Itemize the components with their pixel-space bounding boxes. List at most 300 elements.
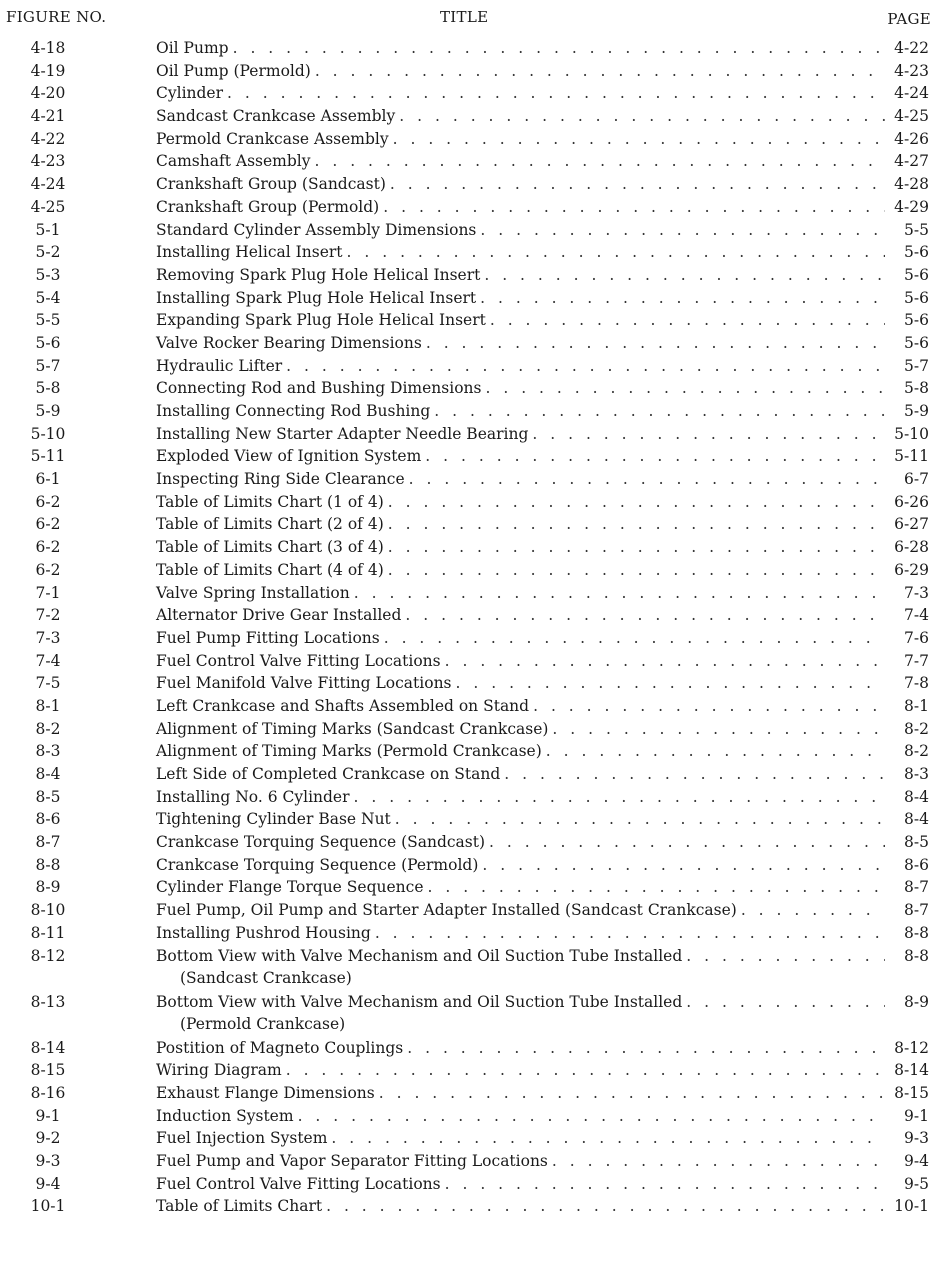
- list-item: [0, 423, 935, 446]
- list-item: [0, 173, 935, 196]
- list-item: [0, 264, 935, 287]
- list-item: [0, 786, 935, 809]
- list-item: [0, 831, 935, 854]
- figure-entry: [156, 332, 929, 355]
- dot-leader: [354, 582, 885, 605]
- figure-entry: [156, 241, 929, 264]
- page-number: 5-6: [904, 265, 929, 284]
- figure-number: 8-3: [35, 742, 61, 761]
- figure-number: 6-2: [35, 560, 61, 579]
- list-item: [0, 105, 935, 128]
- list-header: [0, 6, 935, 28]
- figure-entry: [156, 1195, 929, 1218]
- figure-entry: [156, 854, 929, 877]
- dot-leader: [490, 309, 885, 332]
- dot-leader: [425, 445, 885, 468]
- figure-entry: [156, 400, 929, 423]
- page-number: 7-6: [904, 628, 929, 647]
- figure-number: 4-24: [30, 175, 66, 194]
- list-item: [0, 60, 935, 83]
- figure-number: 7-5: [35, 674, 61, 693]
- figure-entry: [156, 1082, 929, 1105]
- list-item: [0, 1127, 935, 1150]
- page-number: 9-5: [904, 1174, 929, 1193]
- figure-title: Fuel Pump, Oil Pump and Starter Adapter Installed (Sandcast Crankcase): [156, 901, 737, 920]
- figure-entry: [156, 1150, 929, 1173]
- figure-entry: [156, 536, 929, 559]
- page-number: 4-28: [894, 175, 929, 194]
- figure-title: Oil Pump: [156, 39, 229, 57]
- page-number: 8-2: [904, 719, 929, 738]
- dot-leader: [480, 287, 885, 310]
- figure-number: 4-19: [30, 61, 66, 80]
- figure-number: 7-4: [35, 651, 61, 670]
- page-number: 4-23: [894, 61, 929, 80]
- figure-entry: [156, 945, 929, 968]
- figure-number: 4-18: [30, 39, 66, 57]
- figure-title: Crankshaft Group (Sandcast): [156, 175, 386, 194]
- page-number: 8-6: [904, 855, 929, 874]
- list-item: [0, 355, 935, 378]
- figure-entry: [156, 423, 929, 446]
- figure-entry: [156, 150, 929, 173]
- page-heading: PAGE: [887, 10, 931, 28]
- figure-title: Valve Spring Installation: [156, 583, 350, 602]
- page-number: 6-26: [894, 492, 929, 511]
- list-item: [0, 808, 935, 831]
- list-item: [0, 241, 935, 264]
- dot-leader: [354, 786, 885, 809]
- figure-title: Left Side of Completed Crankcase on Stand: [156, 765, 501, 783]
- figure-entry: [156, 309, 929, 332]
- page-number: 6-7: [904, 470, 929, 489]
- page-number: 5-7: [904, 356, 929, 375]
- list-item: [0, 219, 935, 242]
- dot-leader: [383, 196, 885, 219]
- figure-entry: [156, 604, 929, 627]
- list-item: [0, 876, 935, 899]
- dot-leader: [314, 150, 885, 173]
- figure-number: 4-21: [30, 107, 66, 126]
- page-number: 5-9: [904, 402, 929, 420]
- figure-title: Fuel Control Valve Fitting Locations: [156, 1174, 441, 1193]
- dot-leader: [395, 808, 885, 831]
- list-item: [0, 604, 935, 627]
- list-item: [0, 1195, 935, 1218]
- list-item: [0, 991, 935, 1037]
- list-item: [0, 718, 935, 741]
- dot-leader: [390, 173, 885, 196]
- figure-title: Expanding Spark Plug Hole Helical Insert: [156, 311, 486, 330]
- list-item: [0, 513, 935, 536]
- figure-entry: [156, 468, 929, 491]
- figure-title: Cylinder Flange Torque Sequence: [156, 878, 424, 897]
- figure-number: 8-1: [35, 696, 61, 715]
- list-item: [0, 1173, 935, 1196]
- dot-leader: [489, 831, 885, 854]
- list-item: [0, 945, 935, 991]
- page-number: 8-4: [904, 787, 929, 806]
- page-number: 8-12: [894, 1038, 929, 1057]
- figure-title: Bottom View with Valve Mechanism and Oil Suction Tube Installed: [156, 992, 683, 1011]
- dot-leader: [484, 264, 885, 287]
- figure-title: Connecting Rod and Bushing Dimensions: [156, 379, 482, 398]
- figure-title-continuation: (Sandcast Crankcase): [180, 968, 352, 987]
- dot-leader: [456, 672, 885, 695]
- page-number: 8-4: [904, 810, 929, 829]
- figure-number: 4-22: [30, 129, 66, 148]
- page-number: 4-22: [894, 39, 929, 57]
- list-item: [0, 1150, 935, 1173]
- page-number: 8-7: [904, 878, 929, 897]
- page-number: 9-3: [904, 1129, 929, 1148]
- list-item: [0, 582, 935, 605]
- dot-leader: [546, 740, 885, 763]
- dot-leader: [407, 1037, 885, 1060]
- list-item: [0, 627, 935, 650]
- figure-title: Installing Connecting Rod Bushing: [156, 402, 431, 420]
- list-item: [0, 82, 935, 105]
- dot-leader: [533, 695, 885, 718]
- figure-entry: [156, 786, 929, 809]
- page-number: 8-8: [904, 946, 929, 965]
- list-item: [0, 559, 935, 582]
- title-heading: TITLE: [440, 8, 489, 26]
- page-number: 5-5: [904, 220, 929, 239]
- list-item: [0, 287, 935, 310]
- list-item: [0, 309, 935, 332]
- dot-leader: [485, 377, 885, 400]
- figure-title: Exploded View of Ignition System: [156, 447, 422, 466]
- dot-leader: [326, 1195, 885, 1218]
- list-of-figures: [0, 37, 935, 1218]
- figure-title: Tightening Cylinder Base Nut: [156, 810, 391, 829]
- list-item: [0, 400, 935, 423]
- page-number: 9-1: [904, 1106, 929, 1125]
- page-number: 5-6: [904, 288, 929, 307]
- figure-number: 6-2: [35, 538, 61, 557]
- list-item: [0, 377, 935, 400]
- dot-leader: [388, 559, 885, 582]
- figure-number: 10-1: [30, 1197, 66, 1216]
- figure-entry: [156, 173, 929, 196]
- figure-number: 5-6: [35, 333, 61, 352]
- page-number: 7-8: [904, 674, 929, 693]
- dot-leader: [409, 468, 885, 491]
- list-item: [0, 899, 935, 922]
- figure-entry: [156, 1037, 929, 1060]
- figure-title: Fuel Pump and Vapor Separator Fitting Locations: [156, 1151, 548, 1170]
- figure-title: Crankshaft Group (Permold): [156, 197, 380, 216]
- figure-title: Fuel Injection System: [156, 1129, 328, 1148]
- page-number: 4-24: [894, 84, 929, 103]
- figure-entry: [156, 60, 929, 83]
- figure-number: 4-20: [30, 84, 66, 103]
- figure-title: Table of Limits Chart (3 of 4): [156, 538, 384, 557]
- page-number: 5-6: [904, 333, 929, 352]
- figure-title: Fuel Manifold Valve Fitting Locations: [156, 674, 452, 693]
- page-number: 8-9: [904, 992, 929, 1011]
- figure-entry: [156, 445, 929, 468]
- figure-entry: [156, 876, 929, 899]
- list-item: [0, 695, 935, 718]
- figure-entry: [156, 128, 929, 151]
- figure-entry: [156, 82, 929, 105]
- figure-entry: [156, 37, 929, 60]
- page-number: 8-7: [904, 901, 929, 920]
- list-item: [0, 1082, 935, 1105]
- figure-title: Left Crankcase and Shafts Assembled on Stand: [156, 696, 530, 715]
- page-number: 9-4: [904, 1151, 929, 1170]
- page-number: 8-8: [904, 923, 929, 942]
- figure-number: 6-2: [35, 492, 61, 511]
- figure-entry: [156, 1173, 929, 1196]
- figure-title: Table of Limits Chart (2 of 4): [156, 515, 384, 534]
- dot-leader: [741, 899, 885, 922]
- dot-leader: [445, 650, 885, 673]
- figure-number: 9-4: [35, 1174, 61, 1193]
- figure-title: Alignment of Timing Marks (Sandcast Crankcase): [156, 719, 549, 738]
- figure-entry: [156, 491, 929, 514]
- figure-title: Inspecting Ring Side Clearance: [156, 470, 405, 489]
- figure-title: Crankcase Torquing Sequence (Sandcast): [156, 833, 486, 852]
- list-item: [0, 763, 935, 786]
- dot-leader: [686, 991, 885, 1014]
- dot-leader: [286, 355, 885, 378]
- page-number: 10-1: [894, 1197, 929, 1216]
- figure-number: 5-2: [35, 243, 61, 262]
- figure-title: Alternator Drive Gear Installed: [156, 606, 402, 625]
- figure-title: Installing No. 6 Cylinder: [156, 787, 350, 806]
- page-number: 8-2: [904, 742, 929, 761]
- figure-number: 5-3: [35, 265, 61, 284]
- page-number: 4-27: [894, 152, 929, 171]
- figure-title: Valve Rocker Bearing Dimensions: [156, 333, 422, 352]
- page-number: 5-8: [904, 379, 929, 398]
- figure-number: 8-13: [30, 992, 66, 1011]
- figure-entry: [156, 287, 929, 310]
- figure-number: 8-9: [35, 878, 61, 897]
- dot-leader: [388, 513, 885, 536]
- figure-entry: [156, 1059, 929, 1082]
- dot-leader: [393, 128, 885, 151]
- figure-entry: [156, 808, 929, 831]
- figure-title: Installing New Starter Adapter Needle Bearing: [156, 424, 529, 443]
- figure-number: 5-10: [30, 424, 66, 443]
- dot-leader: [315, 60, 885, 83]
- figure-number: 5-5: [35, 311, 61, 330]
- list-item: [0, 854, 935, 877]
- dot-leader: [532, 423, 885, 446]
- page-number: 5-10: [894, 424, 929, 443]
- figure-number: 8-6: [35, 810, 61, 829]
- figure-title: Removing Spark Plug Hole Helical Insert: [156, 265, 481, 284]
- dot-leader: [388, 491, 885, 514]
- figure-number: 8-12: [30, 946, 66, 965]
- figure-entry: [156, 355, 929, 378]
- dot-leader: [445, 1173, 885, 1196]
- figure-title: Installing Spark Plug Hole Helical Insert: [156, 288, 477, 307]
- figure-number: 8-2: [35, 719, 61, 738]
- figure-title: Fuel Pump Fitting Locations: [156, 628, 380, 647]
- page-number: 6-29: [894, 560, 929, 579]
- figure-entry: [156, 582, 929, 605]
- figure-title: Alignment of Timing Marks (Permold Crankcase): [156, 742, 542, 761]
- figure-number: 5-11: [30, 447, 66, 466]
- figure-number: 9-2: [35, 1129, 61, 1148]
- page-number: 8-1: [904, 696, 929, 715]
- figure-title: Table of Limits Chart (4 of 4): [156, 560, 384, 579]
- dot-leader: [286, 1059, 885, 1082]
- figure-entry: [156, 991, 929, 1014]
- page-number: 6-28: [894, 538, 929, 557]
- figure-entry: [156, 718, 929, 741]
- figure-title: Standard Cylinder Assembly Dimensions: [156, 220, 477, 239]
- list-item: [0, 1105, 935, 1128]
- figure-entry: [156, 831, 929, 854]
- figure-number: 8-16: [30, 1083, 66, 1102]
- figure-number: 6-2: [35, 515, 61, 534]
- figure-number: 7-3: [35, 628, 61, 647]
- figure-number: 8-5: [35, 787, 61, 806]
- list-item: [0, 37, 935, 60]
- list-item: [0, 922, 935, 945]
- dot-leader: [399, 105, 885, 128]
- figure-entry: [156, 513, 929, 536]
- figure-number: 9-3: [35, 1151, 61, 1170]
- dot-leader: [686, 945, 885, 968]
- list-item: [0, 150, 935, 173]
- page-number: 5-11: [894, 447, 929, 466]
- figure-number: 8-7: [35, 833, 61, 852]
- page-number: 5-6: [904, 311, 929, 330]
- dot-leader: [504, 763, 885, 786]
- figure-number: 6-1: [35, 470, 61, 489]
- figure-entry: [156, 105, 929, 128]
- figure-number: 5-9: [35, 402, 61, 420]
- figure-number: 8-15: [30, 1061, 66, 1080]
- figure-title-continuation: (Permold Crankcase): [180, 1014, 346, 1033]
- page-number: 5-6: [904, 243, 929, 262]
- list-item: [0, 491, 935, 514]
- list-item: [0, 740, 935, 763]
- figure-title: Permold Crankcase Assembly: [156, 129, 389, 148]
- figure-title: Fuel Control Valve Fitting Locations: [156, 651, 441, 670]
- page-number: 7-3: [904, 583, 929, 602]
- figure-entry: [156, 672, 929, 695]
- figure-entry: [156, 264, 929, 287]
- figure-entry: [156, 196, 929, 219]
- dot-leader: [384, 627, 885, 650]
- figure-no-heading: FIGURE NO.: [6, 8, 107, 26]
- dot-leader: [434, 400, 885, 423]
- dot-leader: [405, 604, 885, 627]
- figure-number: 5-8: [35, 379, 61, 398]
- dot-leader: [482, 854, 885, 877]
- figure-title: Induction System: [156, 1106, 294, 1125]
- dot-leader: [480, 219, 885, 242]
- dot-leader: [331, 1127, 885, 1150]
- figure-number: 4-23: [30, 152, 66, 171]
- list-item: [0, 536, 935, 559]
- figure-number: 8-10: [30, 901, 66, 920]
- page-number: 4-29: [894, 197, 929, 216]
- page-number: 4-26: [894, 129, 929, 148]
- list-item: [0, 672, 935, 695]
- figure-number: 5-4: [35, 288, 61, 307]
- dot-leader: [347, 241, 885, 264]
- figure-number: 7-1: [35, 583, 61, 602]
- page-number: 7-7: [904, 651, 929, 670]
- figure-title: Oil Pump (Permold): [156, 61, 311, 80]
- figure-number: 5-7: [35, 356, 61, 375]
- list-item: [0, 332, 935, 355]
- figure-entry: [156, 695, 929, 718]
- figure-title: Installing Pushrod Housing: [156, 923, 371, 942]
- dot-leader: [552, 1150, 885, 1173]
- figure-title: Wiring Diagram: [156, 1061, 282, 1080]
- figure-title: Installing Helical Insert: [156, 243, 343, 262]
- dot-leader: [375, 922, 885, 945]
- figure-number: 8-14: [30, 1038, 66, 1057]
- figure-title: Sandcast Crankcase Assembly: [156, 107, 396, 126]
- dot-leader: [426, 332, 885, 355]
- figure-number: 7-2: [35, 606, 61, 625]
- list-item: [0, 128, 935, 151]
- page-number: 6-27: [894, 515, 929, 534]
- figure-number: 8-8: [35, 855, 61, 874]
- figure-entry: [156, 763, 929, 786]
- figure-title: Table of Limits Chart (1 of 4): [156, 492, 384, 511]
- dot-leader: [428, 876, 886, 899]
- list-item: [0, 468, 935, 491]
- dot-leader: [379, 1082, 885, 1105]
- dot-leader: [233, 37, 885, 60]
- page-number: 8-5: [904, 833, 929, 852]
- dot-leader: [227, 82, 885, 105]
- figure-number: 9-1: [35, 1106, 61, 1125]
- figure-title: Exhaust Flange Dimensions: [156, 1083, 375, 1102]
- figure-entry: [156, 627, 929, 650]
- figure-title: Crankcase Torquing Sequence (Permold): [156, 855, 479, 874]
- page-number: 8-3: [904, 765, 929, 783]
- figure-entry: [156, 650, 929, 673]
- figure-number: 8-4: [35, 765, 61, 783]
- figure-title: Table of Limits Chart: [156, 1197, 323, 1216]
- figure-title: Bottom View with Valve Mechanism and Oil Suction Tube Installed: [156, 946, 683, 965]
- figure-entry: [156, 899, 929, 922]
- figure-entry: [156, 1105, 929, 1128]
- list-item: [0, 196, 935, 219]
- dot-leader: [298, 1105, 885, 1128]
- page-number: 8-15: [894, 1083, 929, 1102]
- figure-number: 4-25: [30, 197, 66, 216]
- figure-entry: [156, 1127, 929, 1150]
- page-number: 7-4: [904, 606, 929, 625]
- figure-title: Cylinder: [156, 84, 224, 103]
- page-number: 8-14: [894, 1061, 929, 1080]
- figure-entry: [156, 377, 929, 400]
- figure-entry: [156, 740, 929, 763]
- figure-entry: [156, 922, 929, 945]
- figure-number: 8-11: [30, 923, 66, 942]
- list-item: [0, 650, 935, 673]
- figure-entry: [156, 219, 929, 242]
- list-item: [0, 1037, 935, 1060]
- dot-leader: [388, 536, 885, 559]
- dot-leader: [552, 718, 885, 741]
- figure-title: Camshaft Assembly: [156, 152, 311, 171]
